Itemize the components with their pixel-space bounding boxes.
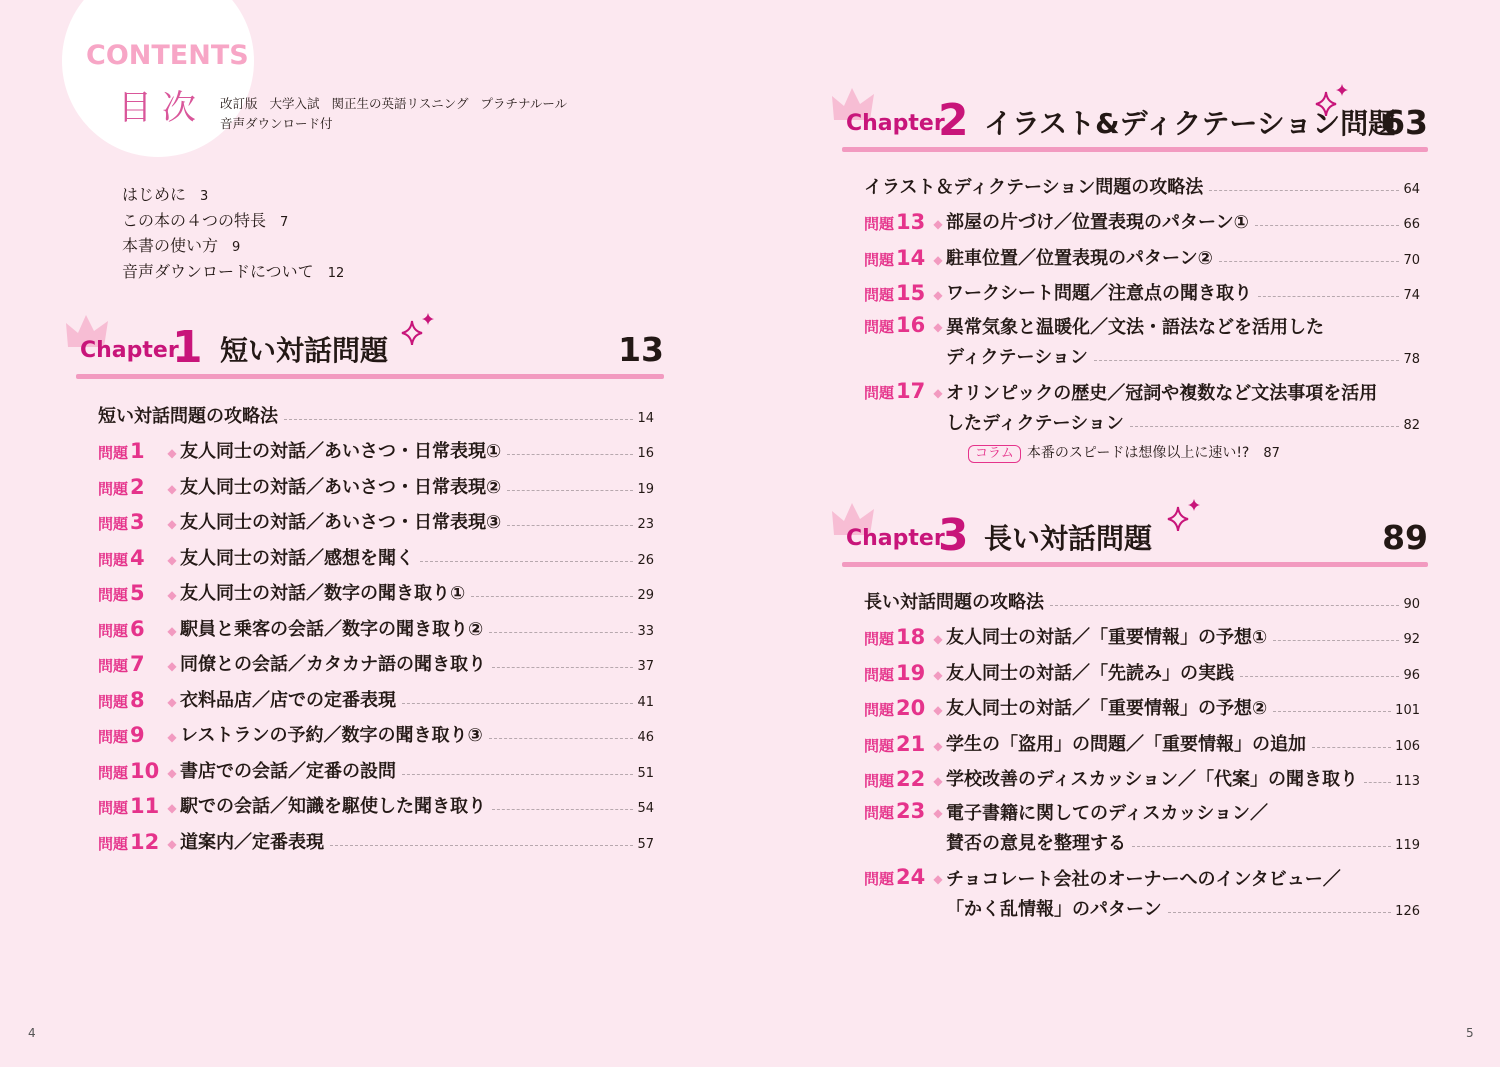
book-title-part: 改訂版 xyxy=(220,96,258,111)
leader-dots xyxy=(1255,225,1400,226)
chapter-page: 63 xyxy=(1382,103,1428,142)
diamond-icon: ◆ xyxy=(933,386,943,400)
problem-label: 問題11 xyxy=(98,794,160,818)
leader-dots xyxy=(1312,747,1391,748)
entry-page: 19 xyxy=(637,481,654,497)
diamond-icon: ◆ xyxy=(167,446,177,460)
book-title-line2: 音声ダウンロード付 xyxy=(220,116,333,131)
column-page: 87 xyxy=(1263,446,1280,461)
entry-text: 友人同士の対話／数字の聞き取り① xyxy=(180,583,466,604)
leader-dots xyxy=(1132,846,1391,847)
entry-page: 26 xyxy=(637,552,654,568)
entry-page: 96 xyxy=(1403,667,1420,683)
strategy-entry[interactable] xyxy=(864,163,1420,199)
entry-page: 126 xyxy=(1395,904,1420,919)
leader-dots xyxy=(1258,296,1399,297)
leader-dots xyxy=(1050,605,1399,606)
leader-dots xyxy=(1168,912,1392,913)
diamond-icon: ◆ xyxy=(933,632,943,646)
entry-text: 部屋の片づけ／位置表現のパターン① xyxy=(946,212,1249,233)
entry-page: 64 xyxy=(1403,181,1420,197)
diamond-icon: ◆ xyxy=(167,623,177,638)
entry-text: レストランの予約／数字の聞き取り③ xyxy=(180,725,483,746)
entry-page: 23 xyxy=(637,517,654,532)
problem-entry[interactable] xyxy=(98,641,654,677)
intro-label: 音声ダウンロードについて xyxy=(122,261,314,281)
entry-page: 92 xyxy=(1403,632,1420,647)
chapter-1-header[interactable] xyxy=(76,315,664,375)
diamond-icon: ◆ xyxy=(167,730,177,744)
leader-dots xyxy=(402,774,633,775)
entry-text: 書店での会話／定番の設問 xyxy=(180,760,396,782)
entry-text: 学校改善のディスカッション／「代案」の聞き取り xyxy=(946,769,1359,790)
entry-text: 友人同士の対話／あいさつ・日常表現① xyxy=(180,441,502,462)
problem-entry[interactable] xyxy=(864,305,1420,371)
problem-label: 問題14 xyxy=(864,245,926,270)
entry-page: 33 xyxy=(637,623,654,639)
chapter-title: 長い対話問題 xyxy=(984,522,1153,555)
leader-dots xyxy=(1273,711,1391,712)
leader-dots xyxy=(492,809,633,810)
entry-page: 14 xyxy=(637,410,654,426)
column-tag: コラム xyxy=(968,445,1021,463)
problem-entry[interactable] xyxy=(98,534,654,570)
problem-entry[interactable] xyxy=(98,747,654,783)
entry-text: 友人同士の対話／あいさつ・日常表現② xyxy=(180,476,502,498)
problem-entry[interactable] xyxy=(864,199,1420,235)
problem-label: 問題18 xyxy=(864,625,926,649)
problem-label: 問題17 xyxy=(864,379,926,403)
diamond-icon: ◆ xyxy=(167,836,177,851)
problem-entry[interactable] xyxy=(98,570,654,606)
entry-page: 41 xyxy=(637,694,654,710)
entry-text: 友人同士の対話／「重要情報」の予想① xyxy=(946,627,1268,648)
problem-label: 問題10 xyxy=(98,758,160,783)
entry-page: 113 xyxy=(1395,774,1420,789)
entry-text: 長い対話問題の攻略法 xyxy=(864,591,1044,613)
intro-label: はじめに xyxy=(122,185,187,204)
leader-dots xyxy=(471,596,633,597)
problem-entry[interactable] xyxy=(864,270,1420,306)
problem-label: 問題2 xyxy=(98,474,145,499)
chapter-rule xyxy=(842,562,1428,567)
entry-page: 54 xyxy=(637,801,654,816)
leader-dots xyxy=(1209,190,1399,191)
leader-dots xyxy=(402,703,633,704)
problem-label: 問題5 xyxy=(98,581,145,605)
entry-page: 16 xyxy=(637,446,654,461)
chapter-title: 短い対話問題 xyxy=(220,334,389,367)
entry-page: 51 xyxy=(637,765,654,781)
intro-label: 本書の使い方 xyxy=(122,236,219,255)
entry-page: 37 xyxy=(637,659,654,674)
diamond-icon: ◆ xyxy=(933,288,943,302)
entry-page: 101 xyxy=(1395,703,1420,718)
diamond-icon: ◆ xyxy=(167,588,177,602)
problem-entry[interactable] xyxy=(98,676,654,712)
problem-entry[interactable] xyxy=(98,499,654,535)
entry-text: 異常気象と温暖化／文法・語法などを活用した xyxy=(946,317,1324,338)
right-page xyxy=(750,0,1500,1067)
contents-label: CONTENTS xyxy=(86,40,249,71)
leader-dots xyxy=(284,419,633,420)
chapter-word: Chapter xyxy=(846,111,945,136)
leader-dots xyxy=(1130,426,1400,427)
diamond-icon: ◆ xyxy=(167,765,177,780)
leader-dots xyxy=(1219,261,1400,262)
entry-text: 同僚との会話／カタカナ語の聞き取り xyxy=(180,654,486,675)
problem-label: 問題7 xyxy=(98,652,145,676)
diamond-icon: ◆ xyxy=(933,806,943,820)
diamond-icon: ◆ xyxy=(167,694,177,709)
problem-entry[interactable] xyxy=(98,463,654,499)
leader-dots xyxy=(420,561,633,562)
leader-dots xyxy=(1240,676,1399,677)
mokuji-title: 目次 xyxy=(118,88,206,128)
entry-text: 短い対話問題の攻略法 xyxy=(98,405,278,427)
entry-text: ディクテーション xyxy=(946,347,1088,368)
problem-entry[interactable] xyxy=(864,685,1420,721)
problem-label: 問題6 xyxy=(98,616,145,641)
problem-entry[interactable] xyxy=(864,234,1420,270)
chapter-2-header[interactable] xyxy=(842,88,1428,148)
sparkle-icon xyxy=(1164,499,1204,531)
entry-text: 「かく乱情報」のパターン xyxy=(946,899,1162,920)
strategy-entry[interactable] xyxy=(864,578,1420,614)
entry-text: したディクテーション xyxy=(946,413,1124,434)
entry-page: 106 xyxy=(1395,738,1420,754)
chapter-3-header[interactable] xyxy=(842,503,1428,563)
entry-text: 友人同士の対話／「先読み」の実践 xyxy=(946,662,1234,684)
chapter-rule xyxy=(842,147,1428,152)
leader-dots xyxy=(330,845,633,846)
chapter-2-entries xyxy=(864,163,1420,437)
entry-page: 82 xyxy=(1403,418,1420,433)
entry-page: 70 xyxy=(1403,252,1420,268)
diamond-icon: ◆ xyxy=(933,738,943,753)
entry-page: 66 xyxy=(1403,217,1420,232)
chapter-page: 13 xyxy=(618,330,664,369)
problem-entry[interactable] xyxy=(98,783,654,819)
diamond-icon: ◆ xyxy=(933,217,943,231)
problem-label: 問題3 xyxy=(98,510,145,534)
chapter-page: 89 xyxy=(1382,518,1428,557)
problem-label: 問題16 xyxy=(864,313,926,337)
entry-text: 衣料品店／店での定番表現 xyxy=(180,689,396,711)
entry-text: 賛否の意見を整理する xyxy=(946,833,1126,854)
diamond-icon: ◆ xyxy=(933,252,943,267)
folio-right: 5 xyxy=(1466,1026,1474,1040)
diamond-icon: ◆ xyxy=(167,481,177,496)
leader-dots xyxy=(489,738,634,739)
problem-label: 問題22 xyxy=(864,767,926,791)
column-text: 本番のスピードは想像以上に速い!? xyxy=(1026,445,1250,461)
chapter-word: Chapter xyxy=(846,526,945,551)
problem-label: 問題12 xyxy=(98,829,160,854)
sparkle-icon xyxy=(398,313,438,345)
entry-text: 学生の「盗用」の問題／「重要情報」の追加 xyxy=(946,733,1306,755)
diamond-icon: ◆ xyxy=(167,517,177,531)
problem-label: 問題21 xyxy=(864,731,926,756)
entry-text: 道案内／定番表現 xyxy=(180,831,324,853)
problem-entry[interactable] xyxy=(98,712,654,748)
leader-dots xyxy=(507,490,633,491)
entry-text: ワークシート問題／注意点の聞き取り xyxy=(946,283,1252,304)
chapter-rule xyxy=(76,374,664,379)
diamond-icon: ◆ xyxy=(933,667,943,682)
problem-entry[interactable] xyxy=(98,605,654,641)
sparkle-icon xyxy=(1312,84,1352,116)
chapter-number: 2 xyxy=(938,95,969,146)
problem-entry[interactable] xyxy=(864,791,1420,857)
leader-dots xyxy=(489,632,633,633)
column-note[interactable] xyxy=(968,442,1280,463)
problem-label: 問題9 xyxy=(98,723,145,747)
diamond-icon: ◆ xyxy=(933,774,943,788)
leader-dots xyxy=(492,667,633,668)
problem-entry[interactable] xyxy=(864,371,1420,437)
intro-label: この本の４つの特長 xyxy=(122,210,267,230)
entry-text: 駐車位置／位置表現のパターン② xyxy=(946,247,1213,269)
problem-entry[interactable] xyxy=(98,818,654,854)
entry-page: 119 xyxy=(1395,838,1420,853)
leader-dots xyxy=(1094,360,1400,361)
intro-page: 12 xyxy=(327,265,345,281)
entry-text: 友人同士の対話／「重要情報」の予想② xyxy=(946,698,1268,719)
book-title-part: 関正生の英語リスニング xyxy=(331,96,469,111)
entry-text: 友人同士の対話／感想を聞く xyxy=(180,547,414,569)
problem-label: 問題13 xyxy=(864,210,926,234)
problem-label: 問題8 xyxy=(98,687,145,712)
entry-text: 駅員と乗客の会話／数字の聞き取り② xyxy=(180,618,484,640)
chapter-1-entries xyxy=(98,392,654,854)
entry-text: オリンピックの歴史／冠詞や複数など文法事項を活用 xyxy=(946,383,1378,404)
chapter-3-entries xyxy=(864,578,1420,923)
problem-label: 問題1 xyxy=(98,439,145,463)
book-title xyxy=(220,94,579,134)
problem-label: 問題4 xyxy=(98,545,145,570)
intro-item[interactable] xyxy=(122,182,344,208)
problem-label: 問題20 xyxy=(864,696,926,720)
intro-list xyxy=(122,182,344,284)
folio-left: 4 xyxy=(28,1026,36,1040)
intro-item[interactable] xyxy=(122,259,344,285)
entry-page: 74 xyxy=(1403,288,1420,303)
entry-page: 90 xyxy=(1403,596,1420,612)
problem-label: 問題23 xyxy=(864,799,926,823)
intro-page: 3 xyxy=(200,189,209,204)
strategy-entry[interactable] xyxy=(98,392,654,428)
leader-dots xyxy=(1273,640,1399,641)
intro-page: 9 xyxy=(232,240,241,255)
leader-dots xyxy=(1364,782,1391,783)
entry-text: 電子書籍に関してのディスカッション／ xyxy=(946,803,1269,824)
chapter-title: イラスト&ディクテーション問題 xyxy=(984,107,1397,140)
problem-entry[interactable] xyxy=(98,428,654,464)
book-title-part: プラチナルール xyxy=(480,96,568,111)
entry-page: 29 xyxy=(637,588,654,603)
diamond-icon: ◆ xyxy=(167,552,177,567)
problem-entry[interactable] xyxy=(864,720,1420,756)
entry-text: チョコレート会社のオーナーへのインタビュー／ xyxy=(946,869,1341,890)
problem-entry[interactable] xyxy=(864,756,1420,792)
entry-text: 友人同士の対話／あいさつ・日常表現③ xyxy=(180,512,502,533)
entry-page: 57 xyxy=(637,836,654,852)
chapter-number: 1 xyxy=(172,322,203,373)
entry-page: 78 xyxy=(1403,352,1420,367)
problem-entry[interactable] xyxy=(864,649,1420,685)
diamond-icon: ◆ xyxy=(933,703,943,717)
diamond-icon: ◆ xyxy=(933,872,943,886)
diamond-icon: ◆ xyxy=(933,320,943,334)
diamond-icon: ◆ xyxy=(167,659,177,673)
chapter-number: 3 xyxy=(938,510,969,561)
problem-label: 問題15 xyxy=(864,281,926,305)
intro-item[interactable] xyxy=(122,233,344,259)
book-title-part: 大学入試 xyxy=(269,96,320,111)
chapter-word: Chapter xyxy=(80,338,179,363)
entry-text: 駅での会話／知識を駆使した聞き取り xyxy=(180,796,486,817)
entry-text: イラスト＆ディクテーション問題の攻略法 xyxy=(864,176,1204,198)
problem-label: 問題19 xyxy=(864,660,926,685)
problem-entry[interactable] xyxy=(864,614,1420,650)
diamond-icon: ◆ xyxy=(167,801,177,815)
intro-page: 7 xyxy=(280,214,289,230)
entry-page: 46 xyxy=(637,730,654,745)
intro-item[interactable] xyxy=(122,208,344,234)
leader-dots xyxy=(507,525,633,526)
problem-label: 問題24 xyxy=(864,865,926,889)
problem-entry[interactable] xyxy=(864,857,1420,923)
leader-dots xyxy=(507,454,633,455)
